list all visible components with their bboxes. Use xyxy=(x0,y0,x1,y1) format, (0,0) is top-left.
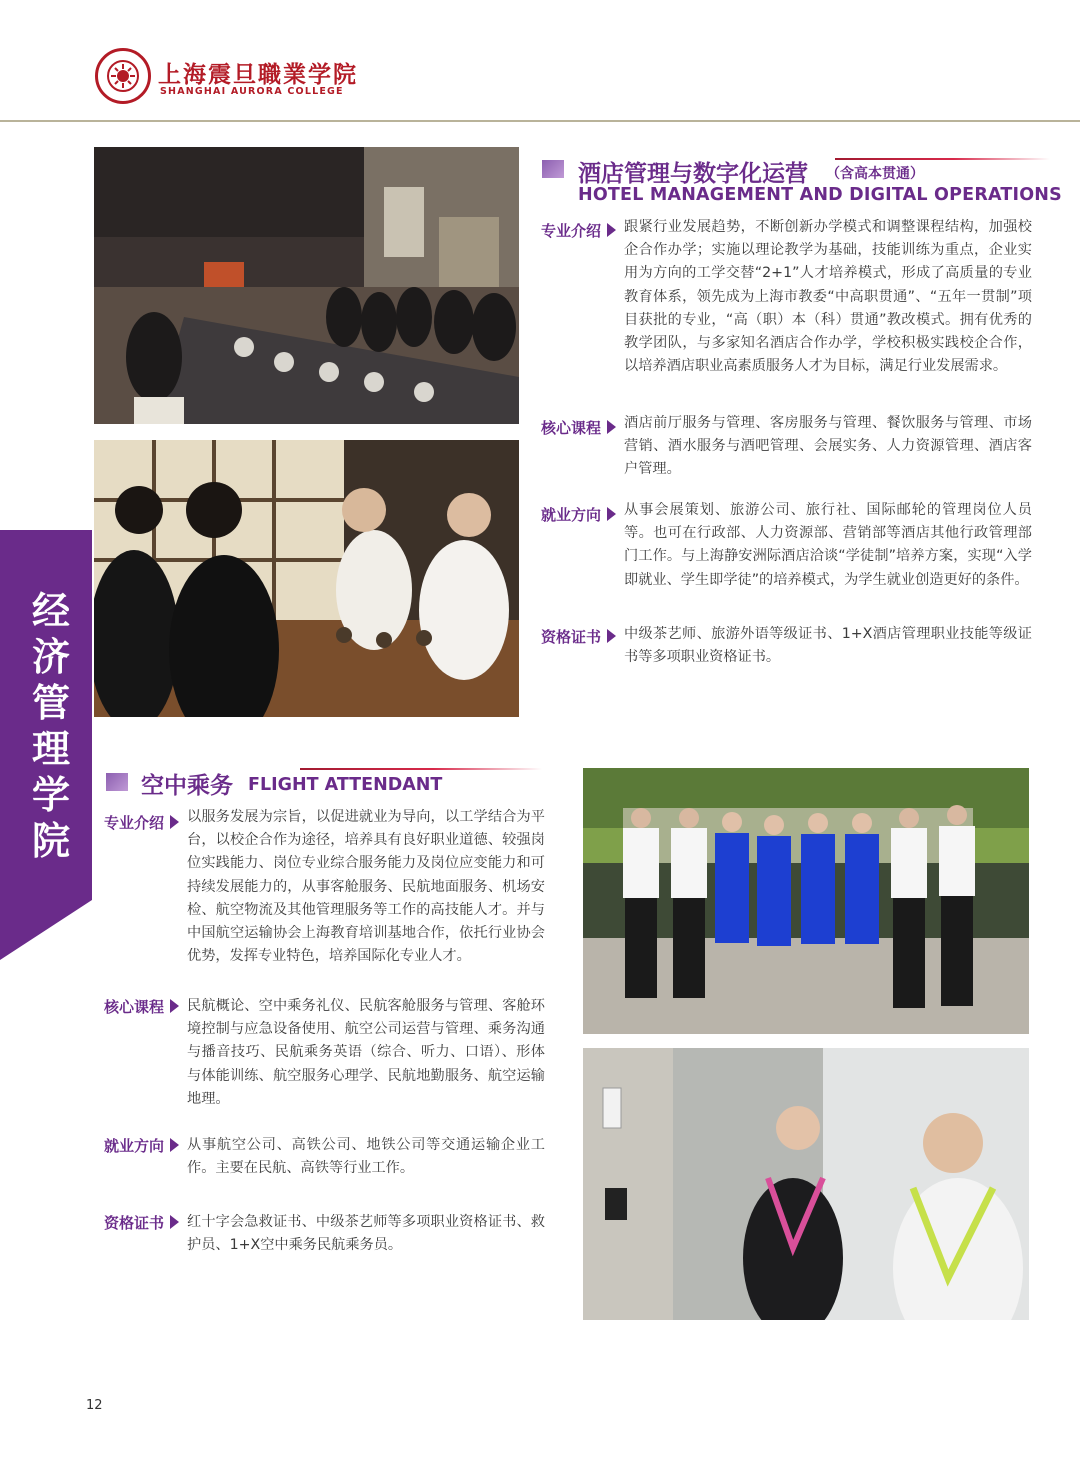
arrow-icon xyxy=(607,629,616,643)
arrow-icon xyxy=(607,420,616,434)
flight-title-en: FLIGHT ATTENDANT xyxy=(248,775,443,795)
flight-career-text: 从事航空公司、高铁公司、地铁公司等交通运输企业工作。主要在民航、高铁等行业工作。 xyxy=(187,1137,545,1177)
flight-intro-text: 以服务发展为宗旨，以促进就业为导向，以工学结合为平台，以校企合作为途径，培养具有良好职业道德、较强岗位实践能力、岗位专业综合服务能力及岗位应变能力和可持续发展能力的，从事客舱服务、民航地面服务、机场安检、航空物流及其他管理服务等工作的高技能人才。并与中国航空运输协会上海教育培训基地合作，依托行业协会优势，发挥专业特色，培养国际化专业人才。 xyxy=(187,809,545,965)
hotel-courses-label: 核心课程 xyxy=(541,417,616,438)
hotel-intro-label: 专业介绍 xyxy=(541,220,616,241)
flight-title-bar xyxy=(300,768,542,770)
arrow-icon xyxy=(607,223,616,237)
hotel-career-label: 就业方向 xyxy=(541,504,616,525)
photo-hotel-dining xyxy=(94,147,519,424)
hotel-title-en: HOTEL MANAGEMENT AND DIGITAL OPERATIONS xyxy=(578,185,1062,205)
college-logo-seal xyxy=(95,48,151,104)
hotel-title-sub: （含高本贯通） xyxy=(826,166,924,182)
arrow-icon xyxy=(607,507,616,521)
title-marker-icon xyxy=(542,160,564,178)
flight-intro-label: 专业介绍 xyxy=(104,812,179,833)
header-divider xyxy=(0,120,1080,122)
photo-tea-ceremony xyxy=(94,440,519,717)
college-name-cn: 上海震旦職業学院 xyxy=(158,61,358,88)
flight-title-cn: 空中乘务 xyxy=(141,773,233,799)
arrow-icon xyxy=(170,1138,179,1152)
hotel-courses-text: 酒店前厅服务与管理、客房服务与管理、餐饮服务与管理、市场营销、酒水服务与酒吧管理、会展实务、人力资源管理、酒店客户管理。 xyxy=(624,415,1032,478)
photo-flight-attendant-group xyxy=(583,768,1029,1034)
hotel-cert-text: 中级茶艺师、旅游外语等级证书、1+X酒店管理职业技能等级证书等多项职业资格证书。 xyxy=(624,626,1032,666)
hotel-intro-text: 跟紧行业发展趋势，不断创新办学模式和调整课程结构，加强校企合作办学；实施以理论教学为基础，技能训练为重点，企业实用为方向的工学交替“2+1”人才培养模式，形成了高质量的专业教育体系，领先成为上海市教委“中高职贯通”、“五年一贯制”项目获批的专业，“高（职）本（科）贯通”教改模式。拥有优秀的教学团队，与多家知名酒店合作办学，学校积极实践校企合作，以培养酒店职业高素质服务人才为目标，满足行业发展需求。 xyxy=(624,219,1032,375)
photo-flight-attendant-training xyxy=(583,1048,1029,1320)
sunburst-icon xyxy=(98,51,148,101)
title-marker-icon xyxy=(106,773,128,791)
hotel-cert-label: 资格证书 xyxy=(541,626,616,647)
side-tab-label: 经济管理学院 xyxy=(31,589,70,863)
flight-career-label: 就业方向 xyxy=(104,1135,179,1156)
flight-cert-label: 资格证书 xyxy=(104,1212,179,1233)
arrow-icon xyxy=(170,999,179,1013)
hotel-title-bar xyxy=(835,158,1050,160)
arrow-icon xyxy=(170,1215,179,1229)
arrow-icon xyxy=(170,815,179,829)
flight-courses-text: 民航概论、空中乘务礼仪、民航客舱服务与管理、客舱环境控制与应急设备使用、航空公司运营与管理、乘务沟通与播音技巧、民航乘务英语（综合、听力、口语）、形体与体能训练、航空服务心理学、民航地勤服务、航空运输地理。 xyxy=(187,998,545,1107)
flight-cert-text: 红十字会急救证书、中级茶艺师等多项职业资格证书、救护员、1+X空中乘务民航乘务员。 xyxy=(187,1214,545,1254)
page-header xyxy=(0,0,1080,122)
flight-courses-label: 核心课程 xyxy=(104,996,179,1017)
college-name-en: SHANGHAI AURORA COLLEGE xyxy=(160,86,344,97)
hotel-career-text: 从事会展策划、旅游公司、旅行社、国际邮轮的管理岗位人员等。也可在行政部、人力资源部、营销部等酒店其他行政管理部门工作。与上海静安洲际酒店洽谈“学徒制”培养方案，实现“入学即就业、学生即学徒”的培养模式，为学生就业创造更好的条件。 xyxy=(624,502,1032,588)
page-number: 12 xyxy=(86,1398,103,1413)
hotel-title-cn: 酒店管理与数字化运营 xyxy=(578,161,808,187)
